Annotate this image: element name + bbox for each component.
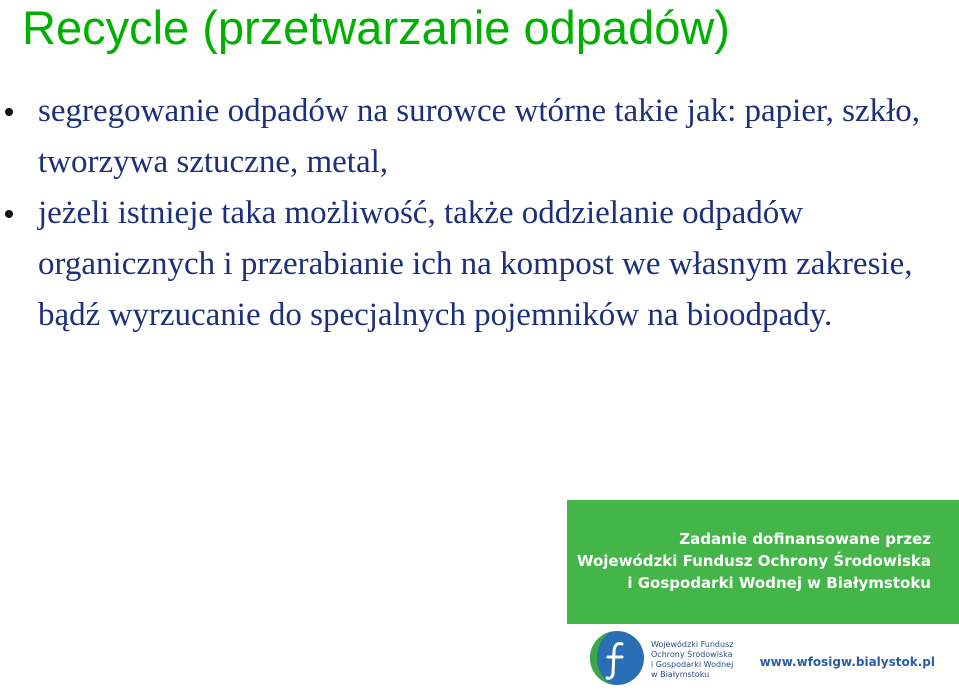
logo-caption-line: Ochrony Środowiska [651,650,733,659]
banner-line-2: Wojewódzki Fundusz Ochrony Środowiska [576,552,931,570]
logo-caption-line: i Gospodarki Wodnej [651,660,734,669]
bullet-item [0,86,930,188]
banner-line-3: i Gospodarki Wodnej w Białymstoku [627,574,931,592]
logo-caption-line: Wojewódzki Fundusz [651,640,734,649]
slide-title: Recycle (przetwarzanie odpadów) [22,1,730,54]
logo-caption-line: w Białymstoku [651,670,710,679]
funding-banner [567,500,959,696]
bullet-text: segregowanie odpadów na surowce wtórne takie jak: papier, szkło, tworzywa sztuczne, metal, [38,93,921,180]
website-link[interactable]: www.wfosigw.bialystok.pl [759,655,935,669]
banner-line-1: Zadanie dofinansowane przez [679,530,931,548]
bullet-text: jeżeli istnieje taka możliwość, także oddzielanie odpadów organicznych i przerabianie ich na kompost we własnym zakresie, bądź wyrzucanie do specjalnych pojemników na bioodpady. [38,195,913,333]
wfosigw-logo-icon [589,630,645,686]
bullet-item [0,188,930,341]
bullet-list [0,86,930,341]
bullet-icon [5,108,13,116]
bullet-icon [5,210,13,218]
logo-caption [651,640,761,680]
banner-green-panel [567,500,959,624]
